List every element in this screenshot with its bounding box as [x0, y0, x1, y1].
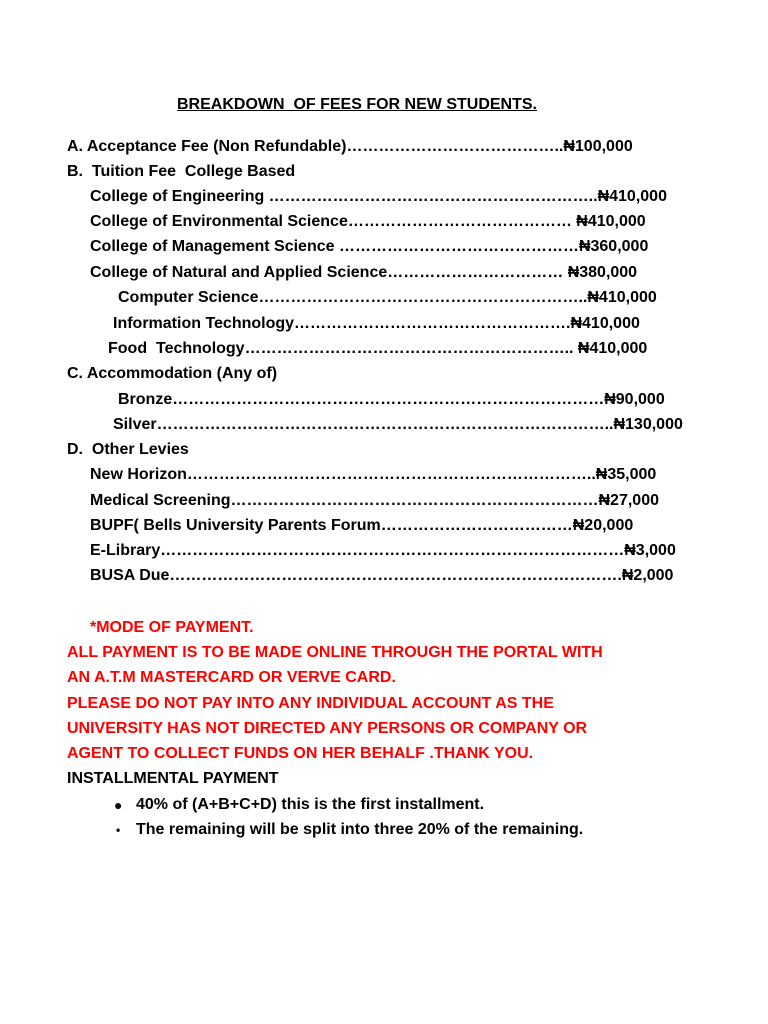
bullet-icon: •: [116, 823, 121, 837]
fee-line-environmental-science: College of Environmental Science…………………………………… ₦410,000: [90, 213, 646, 230]
installment-heading: INSTALLMENTAL PAYMENT: [67, 770, 279, 787]
payment-mode-heading: *MODE OF PAYMENT.: [90, 619, 254, 636]
installment-bullet-1: 40% of (A+B+C+D) this is the first installment.: [136, 796, 485, 813]
fee-line-silver: Silver…………………………………………………………………………..₦130,000: [113, 416, 683, 433]
fee-line-management-science: College of Management Science ………………………………………₦360,000: [90, 238, 649, 255]
fee-line-medical-screening: Medical Screening……………………………………………………………₦27,000: [90, 492, 659, 509]
installment-bullet-2: The remaining will be split into three 20% of the remaining.: [136, 821, 584, 838]
acceptance-fee-line: A. Acceptance Fee (Non Refundable)…………………………………..₦100,000: [67, 138, 633, 155]
fee-line-new-horizon: New Horizon…………………………………………………………………..₦35,000: [90, 466, 657, 483]
fee-line-engineering: College of Engineering ……………………………………………………..₦410,000: [90, 188, 667, 205]
fee-line-natural-applied-science: College of Natural and Applied Science…………………………… ₦380,000: [90, 264, 638, 281]
other-levies-heading: D. Other Levies: [67, 441, 189, 458]
payment-notice-line-1: ALL PAYMENT IS TO BE MADE ONLINE THROUGH THE PORTAL WITH: [67, 644, 603, 661]
fee-line-food-technology: Food Technology…………………………………………………….. ₦410,000: [108, 340, 648, 357]
document-title: BREAKDOWN OF FEES FOR NEW STUDENTS.: [177, 96, 537, 113]
fee-line-e-library: E-Library……………………………………………………………………………₦3,000: [90, 542, 676, 559]
bullet-icon: ●: [114, 797, 123, 813]
payment-notice-line-4: UNIVERSITY HAS NOT DIRECTED ANY PERSONS OR COMPANY OR: [67, 720, 588, 737]
fee-line-computer-science: Computer Science……………………………………………………..₦410,000: [118, 289, 657, 306]
fee-line-bronze: Bronze………………………………………………………………………₦90,000: [118, 391, 665, 408]
fee-line-information-technology: Information Technology…………………………………………….₦410,000: [113, 315, 640, 332]
tuition-fee-heading: B. Tuition Fee College Based: [67, 163, 296, 180]
accommodation-heading: C. Accommodation (Any of): [67, 365, 278, 382]
fee-line-busa-due: BUSA Due………………………………………………………………………….₦2,000: [90, 567, 674, 584]
fee-line-bupf: BUPF( Bells University Parents Forum………………………………₦20,000: [90, 517, 634, 534]
payment-notice-line-2: AN A.T.M MASTERCARD OR VERVE CARD.: [67, 669, 396, 686]
payment-notice-line-5: AGENT TO COLLECT FUNDS ON HER BEHALF .THANK YOU.: [67, 745, 534, 762]
payment-notice-line-3: PLEASE DO NOT PAY INTO ANY INDIVIDUAL ACCOUNT AS THE: [67, 695, 554, 712]
